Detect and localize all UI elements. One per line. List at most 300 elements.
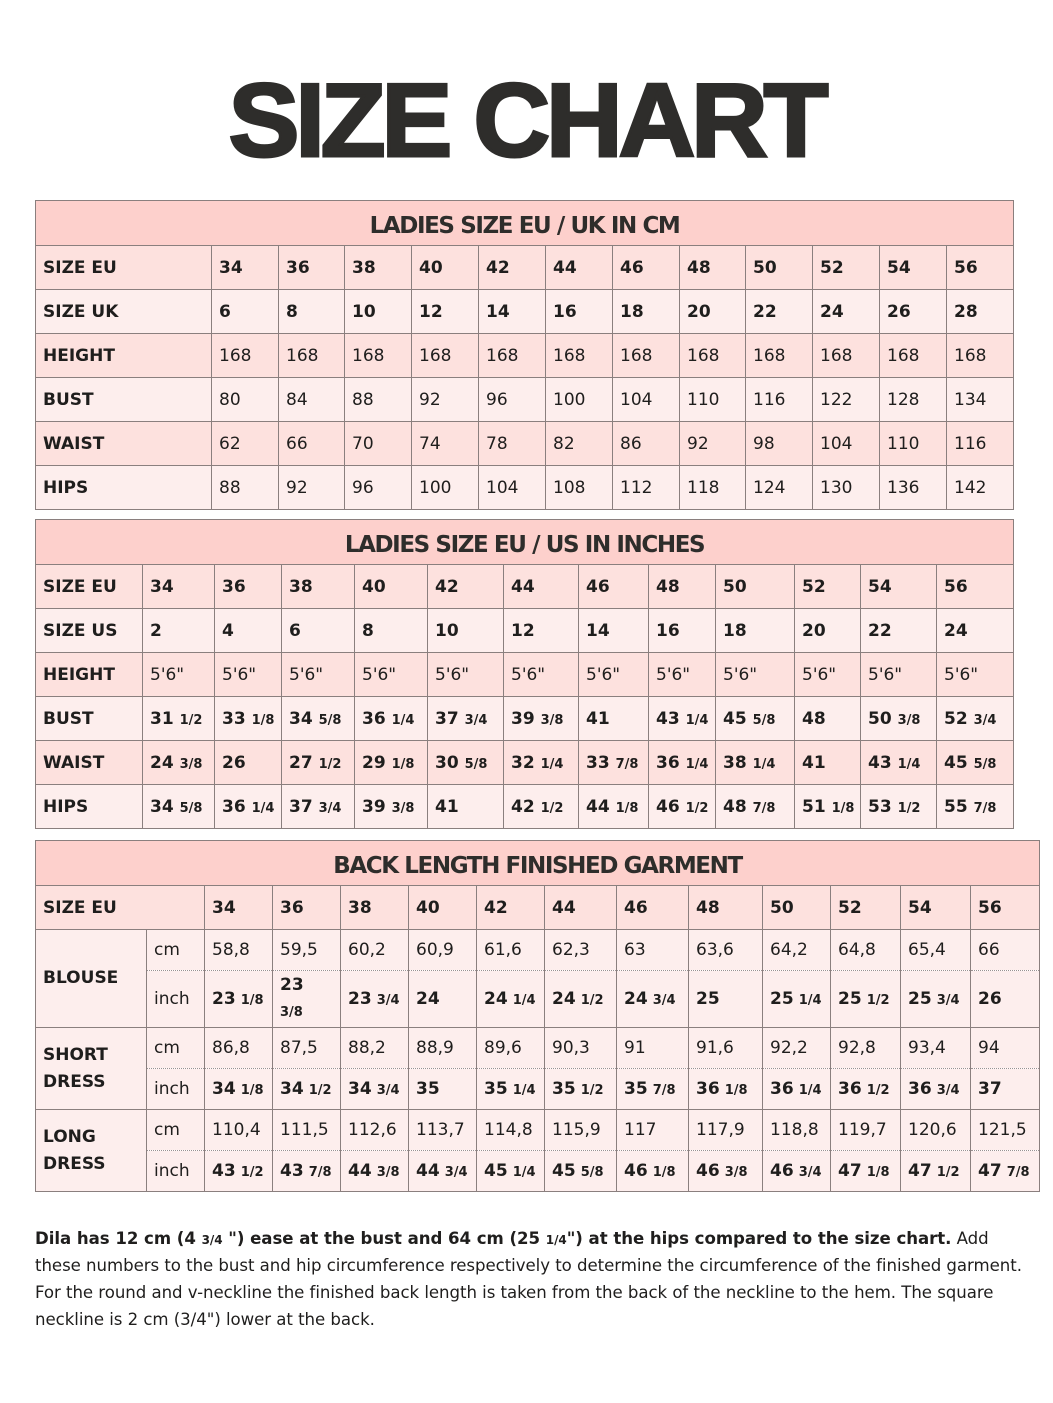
table-row xyxy=(36,422,1014,466)
table-cell: 98 xyxy=(746,422,813,466)
row-label: HEIGHT xyxy=(36,334,212,378)
value-whole: 37 xyxy=(435,708,459,729)
group-label: SHORT DRESS xyxy=(36,1028,147,1110)
value-whole: 4 xyxy=(222,620,234,641)
inch-value xyxy=(901,971,971,1028)
cm-value: 65,4 xyxy=(901,930,971,971)
value-whole: 6 xyxy=(289,620,301,641)
cm-value: 89,6 xyxy=(477,1028,545,1069)
value-whole: 40 xyxy=(362,576,386,597)
cm-value: 88,9 xyxy=(409,1028,477,1069)
table-cell xyxy=(649,653,716,697)
inch-row xyxy=(36,1151,1040,1192)
value-whole: 46 xyxy=(770,1161,794,1181)
cm-value: 93,4 xyxy=(901,1028,971,1069)
value-whole: 44 xyxy=(586,796,610,817)
table-cell: 168 xyxy=(613,334,680,378)
inch-value xyxy=(901,1069,971,1110)
value-whole: 47 xyxy=(908,1161,932,1181)
value-whole: 43 xyxy=(656,708,680,729)
table-row xyxy=(36,565,1014,609)
value-whole: 56 xyxy=(944,576,968,597)
size-cell: 50 xyxy=(763,886,831,930)
table-cell: 36 xyxy=(279,246,345,290)
value-whole: 45 xyxy=(944,752,968,773)
value-whole: 45 xyxy=(484,1161,508,1181)
size-cell: 54 xyxy=(901,886,971,930)
value-fraction: 5/8 xyxy=(464,756,488,772)
inch-value xyxy=(205,971,273,1028)
value-whole: 50 xyxy=(868,708,892,729)
table-cell: 100 xyxy=(412,466,479,510)
value-whole: 23 xyxy=(280,975,304,995)
value-whole: 26 xyxy=(222,752,246,773)
cm-value: 61,6 xyxy=(477,930,545,971)
table-cell: 12 xyxy=(412,290,479,334)
table-cell xyxy=(355,697,428,741)
table-cell: 52 xyxy=(813,246,880,290)
table-cell: 128 xyxy=(880,378,947,422)
value-fraction: 1/8 xyxy=(251,712,275,728)
table-cell: 8 xyxy=(279,290,345,334)
cm-value: 64,2 xyxy=(763,930,831,971)
inch-value xyxy=(409,1069,477,1110)
table-cell xyxy=(716,741,795,785)
value-whole: 43 xyxy=(868,752,892,773)
table-cell: 82 xyxy=(546,422,613,466)
table-row xyxy=(36,741,1014,785)
value-whole: 43 xyxy=(280,1161,304,1181)
inch-value xyxy=(477,1069,545,1110)
value-whole: 50 xyxy=(723,576,747,597)
table-cell xyxy=(504,609,579,653)
value-whole: 46 xyxy=(656,796,680,817)
value-whole: 34 xyxy=(289,708,313,729)
value-whole: 5'6" xyxy=(868,664,903,685)
footnote xyxy=(35,1226,1025,1334)
cm-value: 92,2 xyxy=(763,1028,831,1069)
value-fraction: 3/4 xyxy=(936,993,960,1008)
table-cell xyxy=(937,741,1014,785)
size-row xyxy=(36,886,1040,930)
value-fraction: 3/4 xyxy=(318,800,342,816)
table-cell: 116 xyxy=(947,422,1014,466)
table-cell xyxy=(795,785,861,829)
table-cell: 116 xyxy=(746,378,813,422)
value-fraction: 1/4 xyxy=(251,800,275,816)
table-cell: 38 xyxy=(345,246,412,290)
unit-label: inch xyxy=(147,1151,205,1192)
value-whole: 5'6" xyxy=(802,664,837,685)
cm-value: 63 xyxy=(617,930,689,971)
table-cell: 54 xyxy=(880,246,947,290)
table-cell xyxy=(937,565,1014,609)
table-cell xyxy=(428,565,504,609)
value-whole: 30 xyxy=(435,752,459,773)
value-fraction: 1/8 xyxy=(866,1165,890,1180)
cm-value: 117,9 xyxy=(689,1110,763,1151)
back-length-table xyxy=(35,840,1040,1192)
value-fraction: 1/4 xyxy=(897,756,921,772)
value-whole: 29 xyxy=(362,752,386,773)
value-fraction: 3/8 xyxy=(897,712,921,728)
table-cell xyxy=(428,609,504,653)
table-cell xyxy=(716,565,795,609)
row-label: HIPS xyxy=(36,785,143,829)
size-cell: 56 xyxy=(971,886,1040,930)
footnote-regular: Add these numbers to the bust and hip circumference respectively to determine the circumference of the finished garment. For the round and v-neckline the finished back length is taken from the back of the neckline to the hem. The square neckline is 2 cm (3/4") lower at the back. xyxy=(35,1228,1022,1329)
value-fraction: 7/8 xyxy=(308,1165,332,1180)
table-cell: 88 xyxy=(212,466,279,510)
table-cell: 168 xyxy=(880,334,947,378)
size-cell: 40 xyxy=(409,886,477,930)
inch-value xyxy=(763,1151,831,1192)
cm-value: 119,7 xyxy=(831,1110,901,1151)
value-whole: 31 xyxy=(150,708,174,729)
table-cell xyxy=(143,609,215,653)
row-label: SIZE US xyxy=(36,609,143,653)
inch-value xyxy=(763,1069,831,1110)
value-fraction: 5/8 xyxy=(973,756,997,772)
inch-value xyxy=(477,1151,545,1192)
table-cell xyxy=(504,785,579,829)
value-whole: 24 xyxy=(484,989,508,1009)
value-fraction: 1/4 xyxy=(391,712,415,728)
value-fraction: 1/2 xyxy=(318,756,342,772)
value-fraction: 1/4 xyxy=(512,1083,536,1098)
table-row xyxy=(36,290,1014,334)
inch-value xyxy=(341,971,409,1028)
value-fraction: 1/4 xyxy=(512,993,536,1008)
value-whole: 46 xyxy=(624,1161,648,1181)
table-cell: 88 xyxy=(345,378,412,422)
value-whole: 44 xyxy=(416,1161,440,1181)
table-cell xyxy=(937,653,1014,697)
value-whole: 12 xyxy=(511,620,535,641)
value-whole: 8 xyxy=(362,620,374,641)
inch-value xyxy=(831,1069,901,1110)
value-fraction: 7/8 xyxy=(1006,1165,1030,1180)
table-cell xyxy=(649,785,716,829)
table-cell xyxy=(428,653,504,697)
row-label: BUST xyxy=(36,378,212,422)
table-cell xyxy=(215,697,282,741)
table-cell xyxy=(282,565,355,609)
table-cell: 168 xyxy=(479,334,546,378)
value-fraction: 1/2 xyxy=(685,800,709,816)
table-cell: 62 xyxy=(212,422,279,466)
table-cell xyxy=(795,697,861,741)
table-cell xyxy=(579,565,649,609)
value-whole: 36 xyxy=(656,752,680,773)
table-cell xyxy=(716,785,795,829)
value-whole: 34 xyxy=(150,796,174,817)
table-cell xyxy=(504,741,579,785)
value-fraction: 1/8 xyxy=(391,756,415,772)
value-whole: 2 xyxy=(150,620,162,641)
table-cell: 18 xyxy=(613,290,680,334)
cm-value: 120,6 xyxy=(901,1110,971,1151)
value-whole: 55 xyxy=(944,796,968,817)
table-cell: 142 xyxy=(947,466,1014,510)
inch-value xyxy=(205,1151,273,1192)
value-whole: 23 xyxy=(212,989,236,1009)
inch-value xyxy=(409,1151,477,1192)
value-whole: 16 xyxy=(656,620,680,641)
cm-value: 117 xyxy=(617,1110,689,1151)
table-cell xyxy=(282,697,355,741)
table-cell: 42 xyxy=(479,246,546,290)
cm-value: 115,9 xyxy=(545,1110,617,1151)
value-whole: 46 xyxy=(586,576,610,597)
value-whole: 5'6" xyxy=(586,664,621,685)
table-cell: 104 xyxy=(479,466,546,510)
inch-value xyxy=(409,971,477,1028)
value-whole: 38 xyxy=(723,752,747,773)
value-whole: 10 xyxy=(435,620,459,641)
value-fraction: 3/4 xyxy=(652,993,676,1008)
value-fraction: 3/4 xyxy=(376,993,400,1008)
value-whole: 5'6" xyxy=(150,664,185,685)
value-whole: 37 xyxy=(289,796,313,817)
table-cell: 112 xyxy=(613,466,680,510)
table-cell: 92 xyxy=(412,378,479,422)
inch-value xyxy=(545,971,617,1028)
table-cell xyxy=(355,741,428,785)
value-whole: 48 xyxy=(656,576,680,597)
value-whole: 46 xyxy=(696,1161,720,1181)
value-whole: 41 xyxy=(586,708,610,729)
size-cell: 46 xyxy=(617,886,689,930)
value-fraction: 1/8 xyxy=(724,1083,748,1098)
table-cell xyxy=(649,609,716,653)
inch-value xyxy=(971,1151,1040,1192)
table-cell xyxy=(143,653,215,697)
value-whole: 35 xyxy=(484,1079,508,1099)
value-whole: 24 xyxy=(416,989,440,1009)
table-cell xyxy=(215,653,282,697)
value-whole: 34 xyxy=(280,1079,304,1099)
table-cell xyxy=(355,785,428,829)
table-cell xyxy=(649,697,716,741)
table-cell xyxy=(579,653,649,697)
table-cell: 110 xyxy=(680,378,746,422)
row-label: WAIST xyxy=(36,741,143,785)
table-cell xyxy=(282,741,355,785)
value-whole: 34 xyxy=(212,1079,236,1099)
value-whole: 5'6" xyxy=(222,664,257,685)
note-fraction: 3/4 xyxy=(201,1232,223,1247)
cm-value: 118,8 xyxy=(763,1110,831,1151)
table-cell: 122 xyxy=(813,378,880,422)
value-whole: 35 xyxy=(624,1079,648,1099)
table-cell: 48 xyxy=(680,246,746,290)
table-row xyxy=(36,785,1014,829)
inch-value xyxy=(831,971,901,1028)
cm-value: 113,7 xyxy=(409,1110,477,1151)
value-fraction: 3/4 xyxy=(936,1083,960,1098)
unit-label: cm xyxy=(147,1028,205,1069)
table-cell xyxy=(579,697,649,741)
value-whole: 39 xyxy=(511,708,535,729)
table-cell: 92 xyxy=(680,422,746,466)
table-row xyxy=(36,697,1014,741)
table-cell xyxy=(282,785,355,829)
value-whole: 25 xyxy=(770,989,794,1009)
value-fraction: 3/8 xyxy=(179,756,203,772)
cm-value: 59,5 xyxy=(273,930,341,971)
table-cell xyxy=(861,609,937,653)
value-fraction: 3/4 xyxy=(973,712,997,728)
cm-value: 111,5 xyxy=(273,1110,341,1151)
table-cell: 20 xyxy=(680,290,746,334)
value-fraction: 1/2 xyxy=(580,1083,604,1098)
footnote-bold xyxy=(35,1229,951,1248)
value-fraction: 3/4 xyxy=(376,1083,400,1098)
cm-value: 94 xyxy=(971,1028,1040,1069)
table-cell: 96 xyxy=(479,378,546,422)
note-part: Dila has 12 cm (4 xyxy=(35,1228,202,1248)
table-cell: 96 xyxy=(345,466,412,510)
value-whole: 36 xyxy=(222,796,246,817)
value-fraction: 3/4 xyxy=(444,1165,468,1180)
table-cell xyxy=(716,697,795,741)
table-cell xyxy=(937,609,1014,653)
table-cell: 24 xyxy=(813,290,880,334)
value-whole: 5'6" xyxy=(656,664,691,685)
inch-value xyxy=(617,971,689,1028)
table-cell: 130 xyxy=(813,466,880,510)
table-cell xyxy=(716,609,795,653)
cm-value: 91 xyxy=(617,1028,689,1069)
table-cell xyxy=(937,785,1014,829)
inch-value xyxy=(545,1151,617,1192)
table-cell xyxy=(143,785,215,829)
table-cell: 50 xyxy=(746,246,813,290)
size-cell: 48 xyxy=(689,886,763,930)
row-label: HEIGHT xyxy=(36,653,143,697)
unit-label: inch xyxy=(147,1069,205,1110)
table-cell: 6 xyxy=(212,290,279,334)
table-cell: 104 xyxy=(813,422,880,466)
cm-value: 62,3 xyxy=(545,930,617,971)
value-fraction: 1/8 xyxy=(831,800,855,816)
value-fraction: 1/8 xyxy=(615,800,639,816)
value-whole: 53 xyxy=(868,796,892,817)
value-fraction: 7/8 xyxy=(973,800,997,816)
table-cell: 70 xyxy=(345,422,412,466)
value-fraction: 1/2 xyxy=(540,800,564,816)
table-cell xyxy=(428,785,504,829)
cm-row xyxy=(36,1028,1040,1069)
value-whole: 51 xyxy=(802,796,826,817)
value-whole: 24 xyxy=(624,989,648,1009)
table-cell xyxy=(649,565,716,609)
table-cell xyxy=(937,697,1014,741)
value-whole: 36 xyxy=(908,1079,932,1099)
group-label: LONG DRESS xyxy=(36,1110,147,1192)
inch-value xyxy=(341,1069,409,1110)
size-cell: 38 xyxy=(341,886,409,930)
table-cell xyxy=(282,609,355,653)
inch-value xyxy=(341,1151,409,1192)
value-whole: 32 xyxy=(511,752,535,773)
value-whole: 5'6" xyxy=(723,664,758,685)
cm-row xyxy=(36,1110,1040,1151)
table-cell: 74 xyxy=(412,422,479,466)
value-whole: 41 xyxy=(802,752,826,773)
value-whole: 25 xyxy=(908,989,932,1009)
inch-value xyxy=(477,971,545,1028)
row-label: HIPS xyxy=(36,466,212,510)
table-cell: 124 xyxy=(746,466,813,510)
table-cell: 168 xyxy=(947,334,1014,378)
value-fraction: 1/4 xyxy=(685,712,709,728)
inch-value xyxy=(689,1151,763,1192)
table-cell xyxy=(428,697,504,741)
table-title: LADIES SIZE EU / UK IN CM xyxy=(36,201,1014,246)
table-row xyxy=(36,466,1014,510)
table-cell xyxy=(861,697,937,741)
value-whole: 20 xyxy=(802,620,826,641)
table-cell: 168 xyxy=(546,334,613,378)
value-whole: 48 xyxy=(723,796,747,817)
value-fraction: 1/2 xyxy=(308,1083,332,1098)
value-whole: 45 xyxy=(723,708,747,729)
cm-value: 66 xyxy=(971,930,1040,971)
value-whole: 37 xyxy=(978,1079,1002,1099)
value-whole: 34 xyxy=(348,1079,372,1099)
value-whole: 35 xyxy=(552,1079,576,1099)
table-cell xyxy=(428,741,504,785)
value-whole: 52 xyxy=(944,708,968,729)
inch-value xyxy=(971,971,1040,1028)
value-whole: 23 xyxy=(348,989,372,1009)
inch-value xyxy=(617,1151,689,1192)
table-cell: 26 xyxy=(880,290,947,334)
inch-value xyxy=(617,1069,689,1110)
value-fraction: 3/8 xyxy=(391,800,415,816)
note-part: ") at the hips compared to the size chart. xyxy=(566,1228,952,1248)
table-cell xyxy=(143,697,215,741)
value-whole: 35 xyxy=(416,1079,440,1099)
cm-value: 60,9 xyxy=(409,930,477,971)
size-cell: 44 xyxy=(545,886,617,930)
table-cell: 46 xyxy=(613,246,680,290)
cm-value: 88,2 xyxy=(341,1028,409,1069)
page-title: SIZE CHART xyxy=(228,63,825,179)
table-cell: 28 xyxy=(947,290,1014,334)
cm-value: 90,3 xyxy=(545,1028,617,1069)
table-row xyxy=(36,246,1014,290)
inch-row xyxy=(36,971,1040,1028)
value-whole: 5'6" xyxy=(362,664,397,685)
table-cell xyxy=(861,565,937,609)
table-title: BACK LENGTH FINISHED GARMENT xyxy=(36,841,1040,886)
value-whole: 48 xyxy=(802,708,826,729)
cm-value: 64,8 xyxy=(831,930,901,971)
table-cell xyxy=(861,741,937,785)
value-whole: 18 xyxy=(723,620,747,641)
value-whole: 22 xyxy=(868,620,892,641)
table-cell: 78 xyxy=(479,422,546,466)
value-fraction: 3/8 xyxy=(280,1005,303,1020)
table-cell xyxy=(716,653,795,697)
value-whole: 41 xyxy=(435,796,459,817)
table-cell xyxy=(143,741,215,785)
value-fraction: 3/8 xyxy=(724,1165,748,1180)
cm-value: 63,6 xyxy=(689,930,763,971)
